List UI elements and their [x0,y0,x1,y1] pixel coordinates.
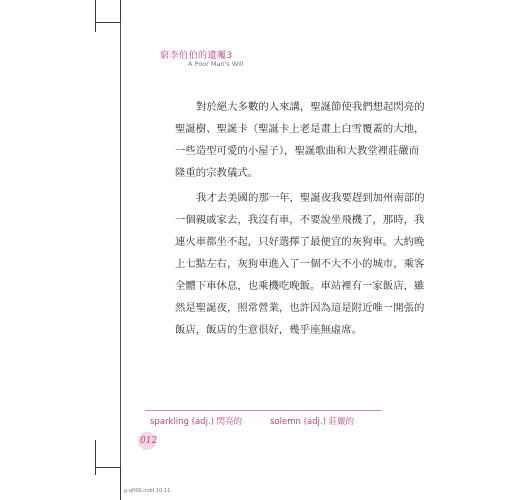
running-head-title-text: 窮李伯伯的遺囑3 [160,51,233,61]
crop-mark [95,0,96,32]
paragraph-line: 連火車都坐不起，只好選擇了最便宜的灰狗車。大約晚 [175,236,425,248]
paragraph-line: 一個親戚家去，我沒有車，不要說坐飛機了，那時，我 [175,214,425,226]
crop-mark [95,440,96,475]
vocab-divider [145,410,382,411]
running-head-subtitle: A Poor Man's Will [188,60,244,68]
paragraph-line: 我才去美國的那一年，聖誕夜我要趕到加州南部的 [196,192,425,204]
paragraph-2 [175,187,425,341]
paragraph-line: 對於絕大多數的人來講，聖誕節使我們想起閃亮的 [196,101,425,113]
paragraph-line: 飯店，飯店的生意很好，幾乎座無虛席。 [175,324,363,336]
paragraph-line: 上七點左右，灰狗車進入了一個不大不小的城市，乘客 [175,258,425,270]
paragraph-line: 全體下車休息，也乘機吃晚飯。車站裡有一家飯店，雖 [175,280,425,292]
paragraph-line: 隆重的宗教儀式。 [175,167,259,179]
vocab-entry-sparkling: sparkling (adj.) 閃亮的 [150,417,243,427]
crop-mark [95,22,120,23]
paragraph-line: 聖誕樹、聖誕卡（聖誕卡上老是畫上白雪覆蓋的大地， [175,123,425,135]
vocab-entry-solemn: solemn (adj.) 莊嚴的 [270,417,355,427]
paragraph-line: 然是聖誕夜，照常營業，也許因為這是附近唯一開張的 [175,302,425,314]
crop-mark [120,0,121,22]
page-number: 012 [140,436,158,446]
crop-mark [120,467,121,500]
crop-mark [95,467,120,468]
paragraph-line: 一些造型可愛的小屋子），聖誕歌曲和大教堂裡莊嚴而 [175,145,420,157]
page-border [120,22,121,467]
print-slug: p-q000.indd 10-11 [124,488,171,494]
paragraph-1 [175,96,425,184]
